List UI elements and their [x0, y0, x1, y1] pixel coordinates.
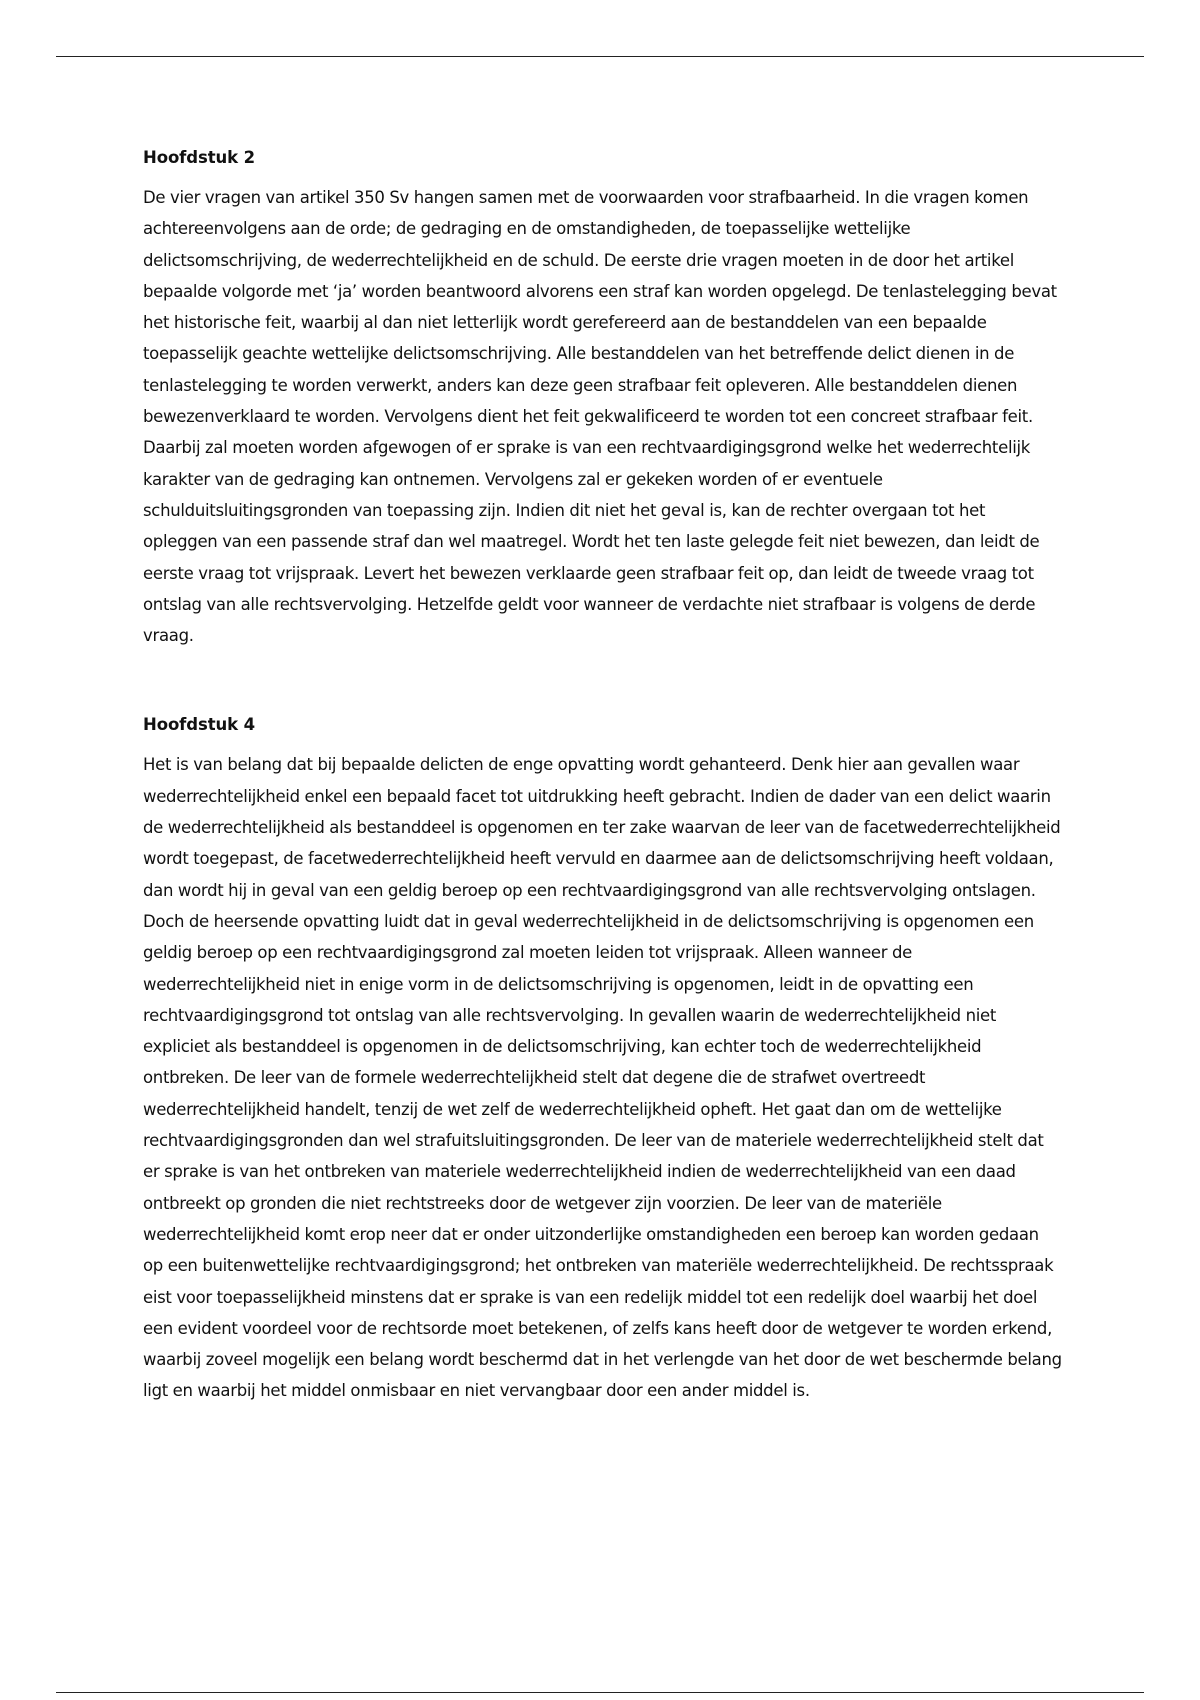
chapter-paragraph: Het is van belang dat bij bepaalde delicten de enge opvatting wordt gehanteerd. Denk hier aan gevallen waar wederrechtelijkheid enkel een bepaald facet tot uitdrukking heeft gebracht. Indien de dader van een delict waarin de wederrechtelijkheid als bestanddeel is opgenomen en ter zake waarvan de leer van de facetwederrechtelijkheid wordt toegepast, de facetwederrechtelijkheid heeft vervuld en daarmee aan de delictsomschrijving heeft voldaan, dan wordt hij in geval van een geldig beroep op een rechtvaardigingsgrond van alle rechtsvervolging ontslagen. Doch de heersende opvatting luidt dat in geval wederrechtelijkheid in de delictsomschrijving is opgenomen een geldig beroep op een rechtvaardigingsgrond zal moeten leiden tot vrijspraak. Alleen wanneer de wederrechtelijkheid niet in enige vorm in de delictsomschrijving is opgenomen, leidt in de opvatting een rechtvaardigingsgrond tot ontslag van alle rechtsvervolging. In gevallen waarin de wederrechtelijkheid niet expliciet als bestanddeel is opgenomen in de delictsomschrijving, kan echter toch de wederrechtelijkheid ontbreken. De leer van de formele wederrechtelijkheid stelt dat degene die de strafwet overtreedt wederrechtelijkheid handelt, tenzij de wet zelf de wederrechtelijkheid opheft. Het gaat dan om de wettelijke rechtvaardigingsgronden dan wel strafuitsluitingsgronden. De leer van de materiele wederrechtelijkheid stelt dat er sprake is van het ontbreken van materiele wederrechtelijkheid indien de wederrechtelijkheid van een daad ontbreekt op gronden die niet rechtstreeks door de wetgever zijn voorzien. De leer van de materiële wederrechtelijkheid komt erop neer dat er onder uitzonderlijke omstandigheden een beroep kan worden gedaan op een buitenwettelijke rechtvaardigingsgrond; het ontbreken van materiële wederrechtelijkheid. De rechtsspraak eist voor toepasselijkheid minstens dat er sprake is van een redelijk middel tot een redelijk doel waarbij het doel een evident voordeel voor de rechtsorde moet betekenen, of zelfs kans heeft door de wetgever te worden erkend, waarbij zoveel mogelijk een belang wordt beschermd dat in het verlengde van het door de wet beschermde belang ligt en waarbij het middel onmisbaar en niet vervangbaar door een ander middel is.	[143, 755, 1062, 1401]
bottom-divider	[56, 1692, 1144, 1693]
chapter-heading: Hoofdstuk 4	[143, 715, 256, 735]
section-spacer	[143, 651, 1063, 705]
chapter-paragraph: De vier vragen van artikel 350 Sv hangen samen met de voorwaarden voor strafbaarheid. In die vragen komen achtereenvolgens aan de orde; de gedraging en de omstandigheden, de toepasselijke wettelijke delictsomschrijving, de wederrechtelijkheid en de schuld. De eerste drie vragen moeten in de door het artikel bepaalde volgorde met ‘ja’ worden beantwoord alvorens een straf kan worden opgelegd. De tenlastelegging bevat het historische feit, waarbij al dan niet letterlijk wordt gerefereerd aan de bestanddelen van een bepaalde toepasselijk geachte wettelijke delictsomschrijving. Alle bestanddelen van het betreffende delict dienen in de tenlastelegging te worden verwerkt, anders kan deze geen strafbaar feit opleveren. Alle bestanddelen dienen bewezenverklaard te worden. Vervolgens dient het feit gekwalificeerd te worden tot een concreet strafbaar feit. Daarbij zal moeten worden afgewogen of er sprake is van een rechtvaardigingsgrond welke het wederrechtelijk karakter van de gedraging kan ontnemen. Vervolgens zal er gekeken worden of er eventuele schulduitsluitingsgronden van toepassing zijn. Indien dit niet het geval is, kan de rechter overgaan tot het opleggen van een passende straf dan wel maatregel. Wordt het ten laste gelegde feit niet bewezen, dan leidt de eerste vraag tot vrijspraak. Levert het bewezen verklaarde geen strafbaar feit op, dan leidt de tweede vraag tot ontslag van alle rechtsvervolging. Hetzelfde geldt voor wanneer de verdachte niet strafbaar is volgens de derde vraag.	[143, 188, 1057, 646]
section-chapter-4	[143, 705, 1063, 1406]
top-divider	[56, 56, 1144, 57]
section-chapter-2	[143, 138, 1063, 651]
chapter-heading: Hoofdstuk 2	[143, 148, 256, 167]
document-body	[143, 138, 1063, 1407]
